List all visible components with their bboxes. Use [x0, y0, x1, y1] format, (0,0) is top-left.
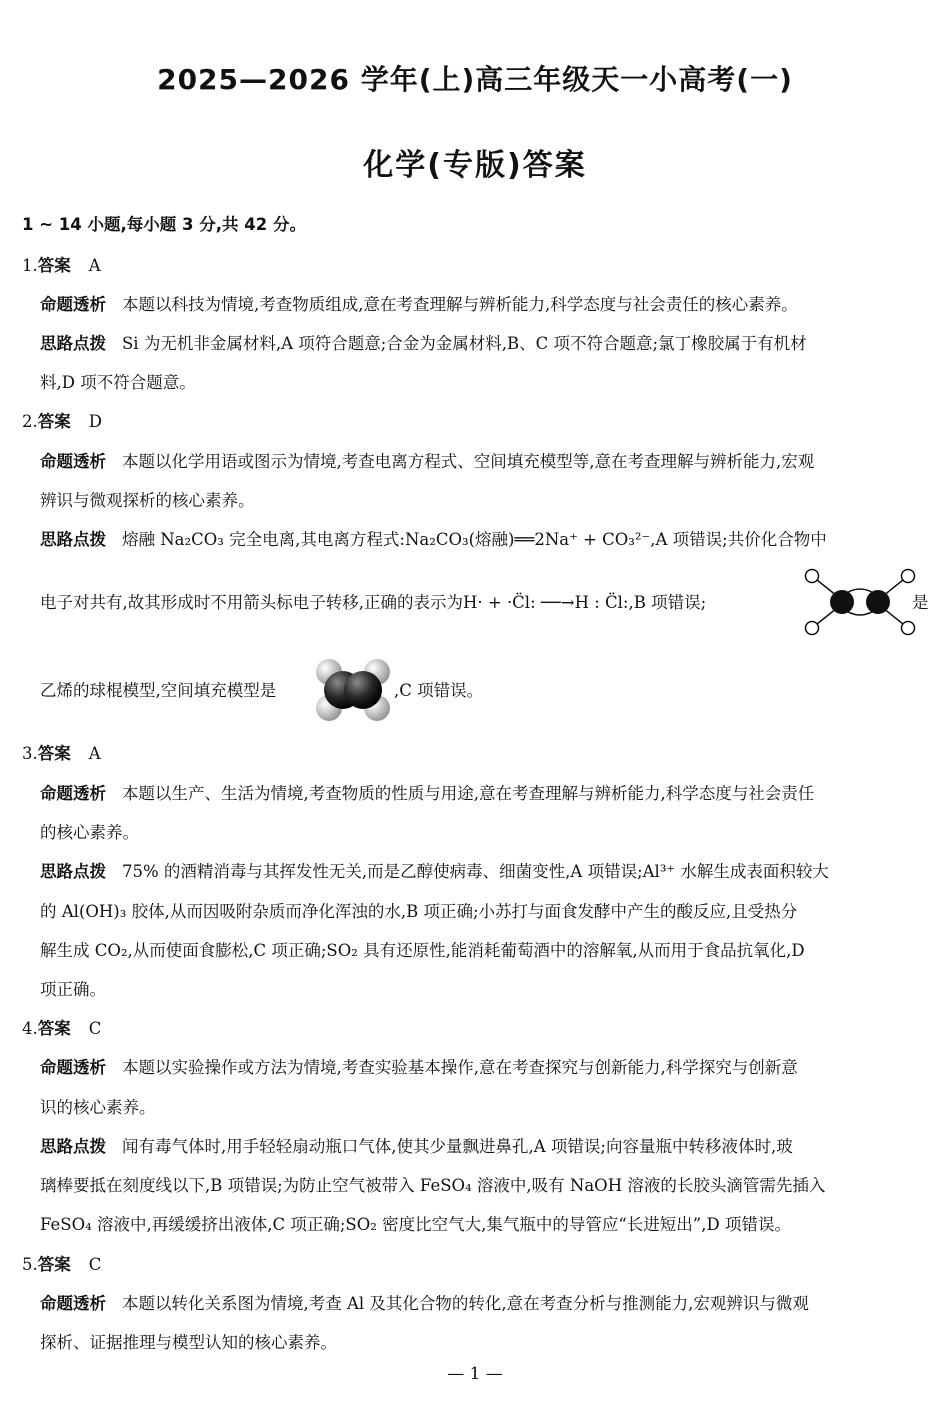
- q3-hint-label: 思路点拨: [40, 862, 106, 881]
- q5-analysis-text-2: 探析、证据推理与模型认知的核心素养。: [40, 1333, 337, 1352]
- q2-hint-text-3a: 乙烯的球棍模型,空间填充模型是: [40, 681, 277, 700]
- q3-analysis: [40, 783, 814, 805]
- q3-hint-text-1: 75% 的酒精消毒与其挥发性无关,而是乙醇使病毒、细菌变性,A 项错误;Al³⁺ 水解生成表面积较大: [122, 862, 829, 881]
- q1-answer-label: 答案: [37, 256, 71, 275]
- q3-hint-text-2: 的 Al(OH)₃ 胶体,从而因吸附杂质而净化浑浊的水,B 项正确;小苏打与面食发酵中产生的酸反应,且受热分: [40, 902, 798, 921]
- q3-answer-row: [22, 743, 101, 765]
- q3-answer-label: 答案: [37, 744, 71, 763]
- q1-hint-text-2: 料,D 项不符合题意。: [40, 373, 196, 392]
- q3-analysis-label: 命题透析: [40, 784, 106, 803]
- q5-analysis-label: 命题透析: [40, 1294, 106, 1313]
- q1-hint-label: 思路点拨: [40, 334, 106, 353]
- ethylene-space-filling-model-image: [312, 655, 394, 725]
- q2-hint: [40, 529, 827, 551]
- q2-answer-label: 答案: [37, 412, 71, 431]
- q5-analysis: [40, 1293, 809, 1315]
- q1-answer-row: [22, 255, 101, 277]
- q4-analysis: [40, 1057, 798, 1079]
- ethylene-ball-stick-model-image: [800, 566, 920, 638]
- page-title: 2025—2026 学年(上)高三年级天一小高考(一): [157, 63, 793, 96]
- q4-hint-text-1: 闻有毒气体时,用手轻轻扇动瓶口气体,使其少量飘进鼻孔,A 项错误;向容量瓶中转移液体时,玻: [122, 1137, 793, 1156]
- q1-hint-text-1: Si 为无机非金属材料,A 项符合题意;合金为金属材料,B、C 项不符合题意;氯丁橡胶属于有机材: [122, 334, 807, 353]
- section-intro: 1 ~ 14 小题,每小题 3 分,共 42 分。: [22, 215, 306, 234]
- q1-number: 1.: [22, 256, 38, 275]
- q4-analysis-label: 命题透析: [40, 1058, 106, 1077]
- q2-analysis-text-1: 本题以化学用语或图示为情境,考查电离方程式、空间填充模型等,意在考查理解与辨析能力,宏观: [122, 452, 815, 471]
- q4-analysis-text-2: 识的核心素养。: [40, 1098, 156, 1117]
- q1-hint: [40, 333, 807, 355]
- q4-answer-row: [22, 1018, 101, 1040]
- q2-number: 2.: [22, 412, 38, 431]
- q4-hint-text-2: 璃棒要抵在刻度线以下,B 项错误;为防止空气被带入 FeSO₄ 溶液中,吸有 NaOH 溶液的长胶头滴管需先插入: [40, 1176, 826, 1195]
- q4-hint-label: 思路点拨: [40, 1137, 106, 1156]
- q1-analysis: [40, 294, 798, 316]
- q5-analysis-text-1: 本题以转化关系图为情境,考查 Al 及其化合物的转化,意在考查分析与推测能力,宏观辨识与微观: [122, 1294, 809, 1313]
- q4-answer-value: C: [88, 1019, 102, 1038]
- q1-answer-value: A: [88, 256, 101, 275]
- page-number: — 1 —: [447, 1364, 503, 1384]
- q2-answer-row: [22, 411, 102, 433]
- q3-hint: [40, 861, 829, 883]
- q4-number: 4.: [22, 1019, 38, 1038]
- q4-analysis-text-1: 本题以实验操作或方法为情境,考查实验基本操作,意在考查探究与创新能力,科学探究与创新意: [122, 1058, 798, 1077]
- q5-answer-value: C: [88, 1255, 102, 1274]
- q2-answer-value: D: [88, 412, 102, 431]
- q1-analysis-text: 本题以科技为情境,考查物质组成,意在考查理解与辨析能力,科学态度与社会责任的核心素养。: [122, 295, 798, 314]
- q2-hint-text-3b: ,C 项错误。: [394, 681, 484, 700]
- q2-hint-text-1: 熔融 Na₂CO₃ 完全电离,其电离方程式:Na₂CO₃(熔融)══2Na⁺ + CO₃²⁻,A 项错误;共价化合物中: [122, 530, 827, 549]
- q2-analysis-text-2: 辨识与微观探析的核心素养。: [40, 491, 255, 510]
- q2-hint-label: 思路点拨: [40, 530, 106, 549]
- q4-hint: [40, 1136, 793, 1158]
- q2-hint-text-2b: 是: [912, 593, 929, 612]
- page-subtitle: 化学(专版)答案: [363, 148, 587, 183]
- q5-answer-row: [22, 1254, 101, 1276]
- q3-answer-value: A: [88, 744, 101, 763]
- q2-hint-text-2: 电子对共有,故其形成时不用箭头标电子转移,正确的表示为H· + ·C̈l: ──→H : C̈l:,B 项错误;: [40, 593, 707, 612]
- q5-number: 5.: [22, 1255, 38, 1274]
- q1-analysis-label: 命题透析: [40, 295, 106, 314]
- q4-answer-label: 答案: [37, 1019, 71, 1038]
- q3-number: 3.: [22, 744, 38, 763]
- q3-analysis-text-2: 的核心素养。: [40, 823, 139, 842]
- q2-analysis-label: 命题透析: [40, 452, 106, 471]
- q2-analysis: [40, 451, 814, 473]
- q3-analysis-text-1: 本题以生产、生活为情境,考查物质的性质与用途,意在考查理解与辨析能力,科学态度与社会责任: [122, 784, 815, 803]
- q4-hint-text-3: FeSO₄ 溶液中,再缓缓挤出液体,C 项正确;SO₂ 密度比空气大,集气瓶中的导管应“长进短出”,D 项错误。: [40, 1215, 791, 1234]
- q3-hint-text-3: 解生成 CO₂,从而使面食膨松,C 项正确;SO₂ 具有还原性,能消耗葡萄酒中的溶解氧,从而用于食品抗氧化,D: [40, 941, 805, 960]
- q5-answer-label: 答案: [37, 1255, 71, 1274]
- q3-hint-text-4: 项正确。: [40, 980, 106, 999]
